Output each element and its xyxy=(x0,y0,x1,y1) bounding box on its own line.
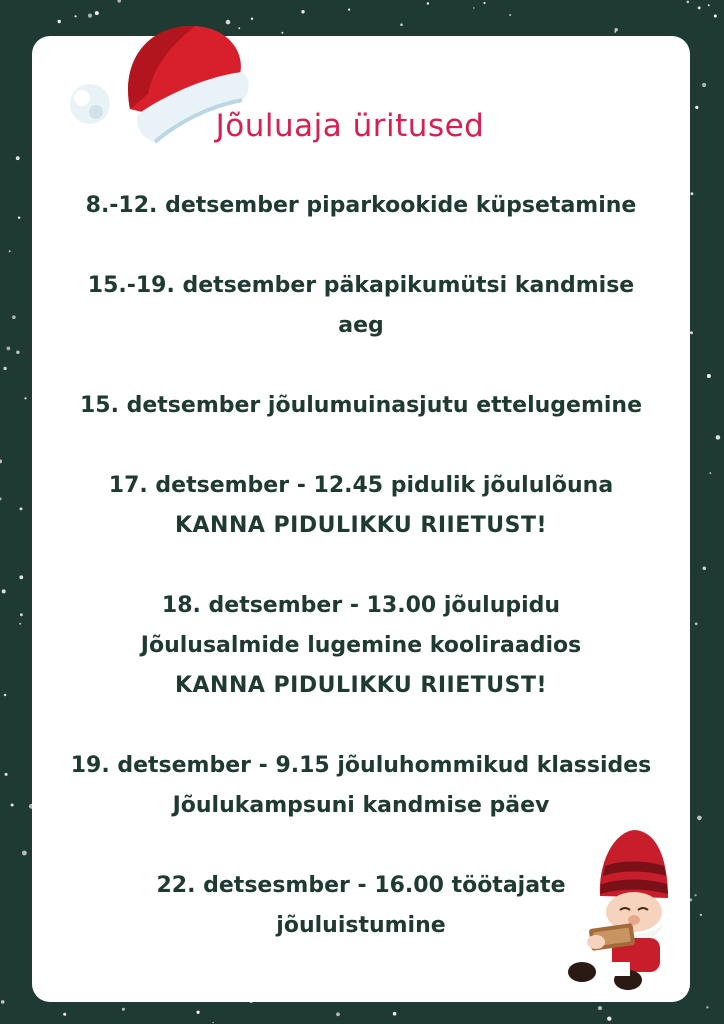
snowflake-dot xyxy=(348,9,350,11)
snowflake-dot xyxy=(281,32,283,34)
event-item xyxy=(32,466,690,546)
event-line: KANNA PIDULIKKU RIIETUST! xyxy=(174,673,548,698)
snowflake-dot xyxy=(598,1006,602,1010)
snowflake-dot xyxy=(18,217,20,219)
event-line: 15.-19. detsember päkapikumütsi kandmise xyxy=(87,273,635,298)
snowflake-dot xyxy=(336,1012,340,1016)
event-line: Jõulusalmide lugemine kooliraadios xyxy=(140,633,582,658)
snowflake-dot xyxy=(11,804,14,807)
snowflake-dot xyxy=(698,6,701,9)
event-line: 22. detsesmber - 16.00 töötajate xyxy=(156,873,566,898)
snowflake-dot xyxy=(0,497,2,500)
snowflake-dot xyxy=(0,459,2,463)
snowflake-dot xyxy=(714,15,717,18)
snowflake-dot xyxy=(509,14,511,16)
snowflake-dot xyxy=(122,1008,125,1011)
snowflake-dot xyxy=(695,106,698,109)
snowflake-dot xyxy=(117,0,121,3)
event-item xyxy=(32,746,690,826)
event-line: KANNA PIDULIKKU RIIETUST! xyxy=(174,513,548,538)
snowflake-dot xyxy=(16,156,20,160)
snowflake-dot xyxy=(20,507,23,510)
snowflake-dot xyxy=(716,435,721,440)
snowflake-dot xyxy=(197,1011,200,1014)
snowflake-dot xyxy=(707,374,711,378)
snowflake-dot xyxy=(2,589,6,593)
snowflake-dot xyxy=(695,894,697,896)
snowflake-dot xyxy=(400,23,403,26)
event-line: Jõulukampsuni kandmise päev xyxy=(172,793,550,818)
snowflake-dot xyxy=(19,575,23,579)
snowflake-dot xyxy=(5,773,8,776)
snowflake-dot xyxy=(12,315,16,319)
snowflake-dot xyxy=(708,4,710,6)
event-line: 8.-12. detsember piparkookide küpsetamine xyxy=(85,193,637,218)
event-line: aeg xyxy=(338,313,384,338)
event-line: 19. detsember - 9.15 jõuluhommikud klassides xyxy=(70,753,652,778)
snowflake-dot xyxy=(615,28,618,31)
event-line: jõuluistumine xyxy=(276,913,446,938)
event-item xyxy=(32,386,690,426)
snowflake-dot xyxy=(251,18,253,20)
snowflake-dot xyxy=(6,347,10,351)
event-item xyxy=(32,266,690,346)
snowflake-dot xyxy=(212,1022,214,1024)
snowflake-dot xyxy=(710,472,712,474)
snowflake-dot xyxy=(22,851,27,856)
event-item xyxy=(32,186,690,226)
snowflake-dot xyxy=(473,7,475,9)
page-title: Jõuluaja üritused xyxy=(215,108,485,144)
snowflake-dot xyxy=(703,567,707,571)
snowflake-dot xyxy=(16,351,19,354)
snowflake-dot xyxy=(690,192,693,195)
snowflake-dot xyxy=(607,1017,611,1021)
snowflake-dot xyxy=(4,694,6,696)
snowflake-dot xyxy=(690,331,693,334)
event-line: 18. detsember - 13.00 jõulupidu xyxy=(161,593,561,618)
snowflake-dot xyxy=(9,250,11,252)
snowflake-dot xyxy=(614,31,616,33)
snowflake-dot xyxy=(697,816,702,821)
snowflake-dot xyxy=(1,1000,5,1004)
snowflake-dot xyxy=(483,2,485,4)
snowflake-dot xyxy=(687,1,690,4)
snowflake-dot xyxy=(3,367,6,370)
event-line: 17. detsember - 12.45 pidulik jõululõuna xyxy=(108,473,614,498)
snowflake-dot xyxy=(700,914,702,916)
snowflake-dot xyxy=(301,10,304,13)
snowflake-dot xyxy=(702,83,706,87)
snowflake-dot xyxy=(24,397,26,399)
gnome-icon xyxy=(560,826,690,996)
snowflake-dot xyxy=(695,623,698,626)
snowflake-dot xyxy=(19,623,21,625)
snowflake-dot xyxy=(20,613,23,616)
event-item xyxy=(32,586,690,706)
snowflake-dot xyxy=(427,2,429,4)
snowflake-dot xyxy=(706,1006,708,1008)
snowflake-dot xyxy=(63,1013,66,1016)
event-line: 15. detsember jõulumuinasjutu ettelugemine xyxy=(79,393,643,418)
snowflake-dot xyxy=(393,1012,397,1016)
